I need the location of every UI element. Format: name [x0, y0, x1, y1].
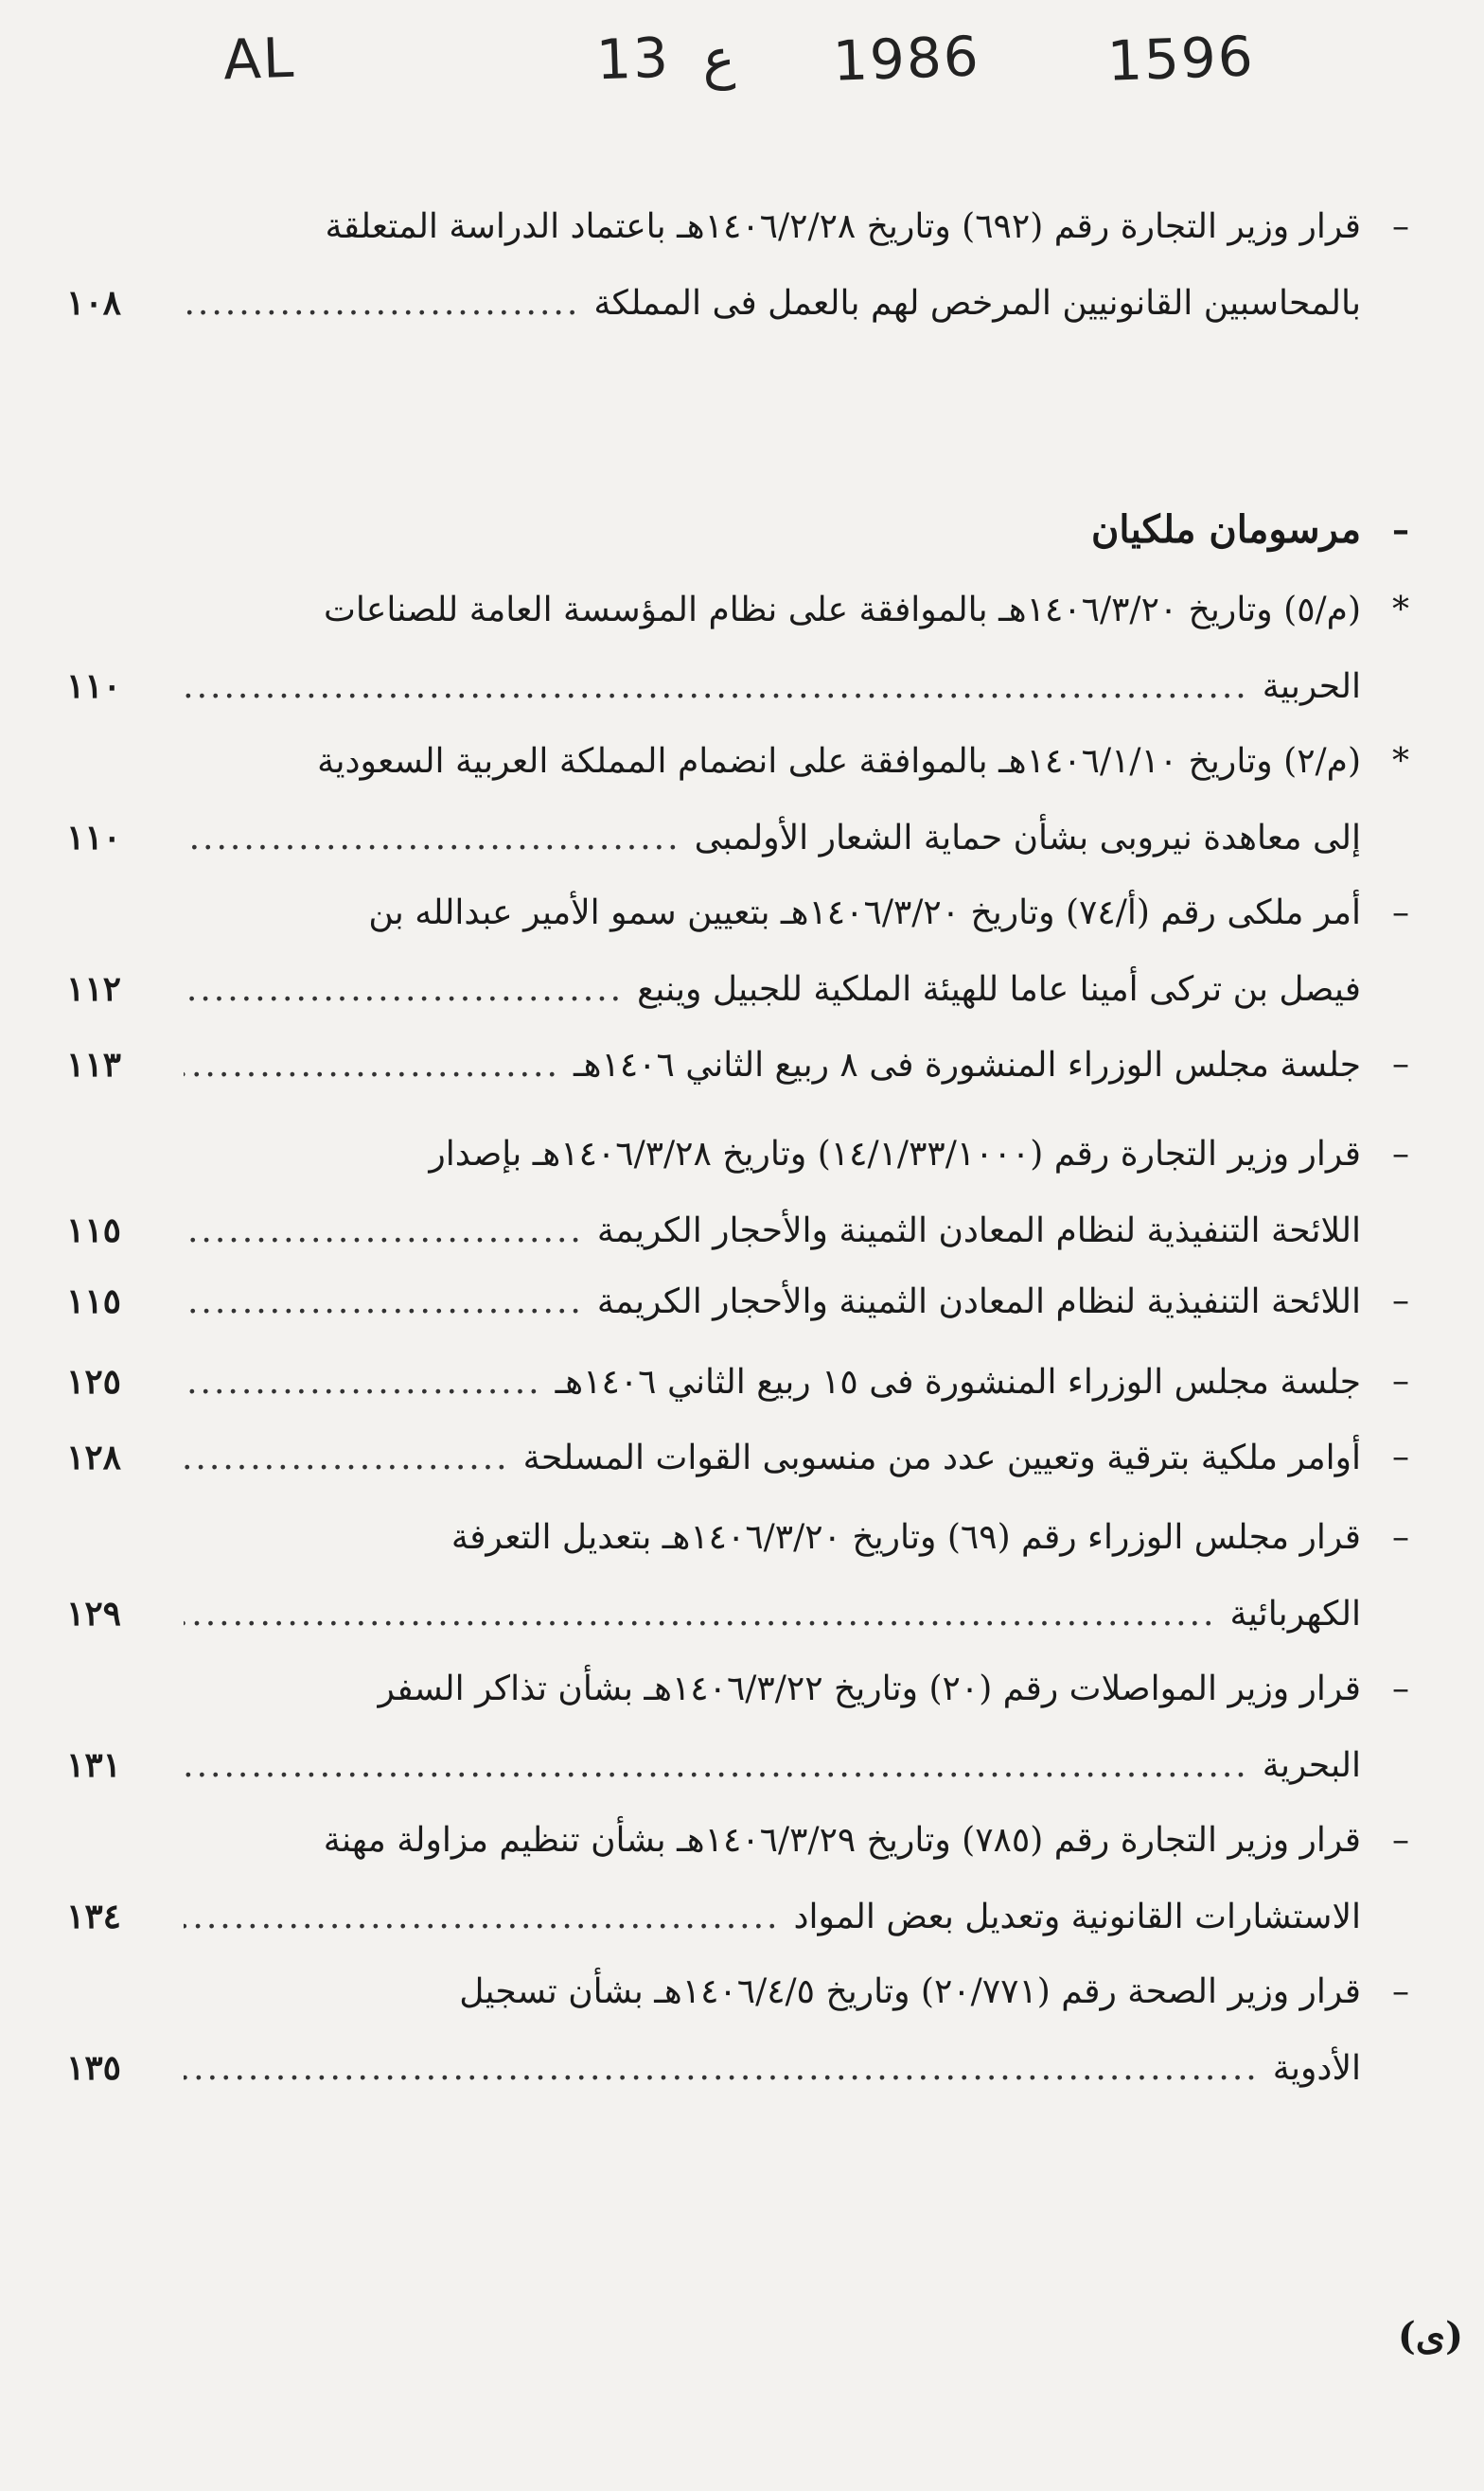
- toc-entry: [66, 1420, 1409, 1496]
- handwritten-reference: 1596: [1105, 24, 1256, 94]
- entry-line: قرار وزير التجارة رقم (١٤/١/٣٣/١٠٠٠) وتاريخ ١٤٠٦/٣/٢٨هـ بإصدار: [429, 1135, 1361, 1174]
- toc-entry: [66, 1803, 1409, 1955]
- entry-text: فيصل بن تركى أمينا عاما للهيئة الملكية للجبيل وينبع: [637, 970, 1361, 1009]
- entry-line: قرار وزير التجارة رقم (٧٨٥) وتاريخ ١٤٠٦/٣/٢٩هـ بشأن تنظيم مزاولة مهنة: [323, 1821, 1361, 1860]
- page-number: ١١٢: [66, 969, 122, 1009]
- toc-entry: [66, 1954, 1409, 2107]
- entry-marker: –: [1392, 207, 1409, 246]
- toc-entry: [66, 1344, 1409, 1421]
- page-number: ١٣١: [66, 1745, 122, 1785]
- page-number: ١١٠: [66, 818, 122, 857]
- handwritten-initials: AL: [221, 25, 297, 93]
- toc-entry: [66, 1027, 1409, 1104]
- dot-leader: [184, 801, 681, 876]
- toc-entry: [66, 724, 1409, 876]
- toc-entry: [66, 189, 1409, 342]
- entry-marker: –: [1392, 1135, 1409, 1174]
- page-number: ١٣٤: [66, 1897, 122, 1936]
- dot-leader: [184, 2031, 1260, 2107]
- toc-entry: [66, 1500, 1409, 1652]
- handwritten-number: 13: [594, 25, 671, 93]
- entry-marker: –: [1392, 1045, 1409, 1084]
- entry-text: الاستشارات القانونية وتعديل بعض المواد: [793, 1898, 1361, 1936]
- toc-entry: [66, 573, 1409, 725]
- page-folio: (ى): [1397, 2314, 1463, 2358]
- entry-line: (م/٥) وتاريخ ١٤٠٦/٣/٢٠هـ بالموافقة على نظام المؤسسة العامة للصناعات: [324, 591, 1361, 629]
- page-number: ١١٥: [66, 1210, 122, 1250]
- entry-text: اللائحة التنفيذية لنظام المعادن الثمينة والأحجار الكريمة: [596, 1211, 1361, 1250]
- dot-leader: [184, 1264, 584, 1340]
- dot-leader: [184, 1421, 510, 1496]
- entry-marker: *: [1392, 591, 1409, 629]
- entry-line: قرار مجلس الوزراء رقم (٦٩) وتاريخ ١٤٠٦/٣/٢٠هـ بتعديل التعرفة: [450, 1518, 1361, 1557]
- entry-text: جلسة مجلس الوزراء المنشورة فى ١٥ ربيع الثاني ١٤٠٦هـ: [555, 1363, 1361, 1402]
- page-number: ١١٠: [66, 666, 122, 706]
- entry-marker: –: [1392, 893, 1409, 932]
- page-number: ١٢٩: [66, 1594, 122, 1634]
- page-number: ١٠٨: [66, 283, 122, 323]
- page-number: ١٣٥: [66, 2048, 122, 2088]
- handwritten-year: 1986: [831, 24, 981, 94]
- entry-text: اللائحة التنفيذية لنظام المعادن الثمينة والأحجار الكريمة: [596, 1282, 1361, 1321]
- dot-leader: [184, 649, 1249, 725]
- toc-entry: [66, 1263, 1409, 1340]
- dot-leader: [184, 1577, 1217, 1652]
- entry-text: إلى معاهدة نيروبى بشأن حماية الشعار الأولمبى: [694, 819, 1361, 857]
- entry-text: البحرية: [1262, 1746, 1361, 1785]
- entry-text: الحربية: [1262, 667, 1361, 706]
- entry-marker: –: [1392, 1518, 1409, 1557]
- dot-leader: [184, 1880, 780, 1955]
- page-number: ١١٣: [66, 1045, 122, 1085]
- dot-leader: [184, 1728, 1249, 1804]
- toc-entry: [66, 1117, 1409, 1269]
- entry-line: قرار وزير التجارة رقم (٦٩٢) وتاريخ ١٤٠٦/٢/٢٨هـ باعتماد الدراسة المتعلقة: [325, 207, 1361, 246]
- dot-leader: [184, 1028, 560, 1104]
- entry-marker: –: [1392, 1362, 1409, 1401]
- dot-leader: [184, 1345, 542, 1421]
- section-heading: [1091, 492, 1409, 568]
- entry-line: (م/٢) وتاريخ ١٤٠٦/١/١٠هـ بالموافقة على انضمام المملكة العربية السعودية: [317, 742, 1361, 781]
- entry-text: الأدوية: [1272, 2049, 1361, 2088]
- handwritten-letter: ع: [700, 26, 736, 92]
- entry-text: الكهربائية: [1229, 1595, 1361, 1634]
- entry-marker: –: [1392, 1281, 1409, 1320]
- entry-marker: *: [1392, 742, 1409, 781]
- entry-marker: –: [1392, 1438, 1409, 1476]
- entry-text: جلسة مجلس الوزراء المنشورة فى ٨ ربيع الثاني ١٤٠٦هـ: [573, 1046, 1361, 1085]
- entry-marker: –: [1392, 1972, 1409, 2011]
- page-number: ١١٥: [66, 1281, 122, 1321]
- entry-text: بالمحاسبين القانونيين المرخص لهم بالعمل فى المملكة: [593, 284, 1361, 323]
- heading-marker: –: [1392, 510, 1409, 550]
- entry-line: أمر ملكى رقم (أ/٧٤) وتاريخ ١٤٠٦/٣/٢٠هـ بتعيين سمو الأمير عبدالله بن: [368, 893, 1361, 932]
- page-number: ١٢٨: [66, 1438, 122, 1477]
- dot-leader: [184, 952, 624, 1028]
- section-heading-text: مرسومان ملكيان: [1091, 507, 1361, 552]
- entry-marker: –: [1392, 1670, 1409, 1708]
- toc-entry: [66, 875, 1409, 1028]
- entry-text: أوامر ملكية بترقية وتعيين عدد من منسوبى القوات المسلحة: [522, 1439, 1361, 1477]
- page-number: ١٢٥: [66, 1362, 122, 1402]
- entry-marker: –: [1392, 1821, 1409, 1860]
- toc-entry: [66, 1652, 1409, 1804]
- dot-leader: [184, 266, 580, 342]
- entry-line: قرار وزير المواصلات رقم (٢٠) وتاريخ ١٤٠٦/٣/٢٢هـ بشأن تذاكر السفر: [378, 1670, 1361, 1708]
- entry-line: قرار وزير الصحة رقم (٢٠/٧٧١) وتاريخ ١٤٠٦/٤/٥هـ بشأن تسجيل: [459, 1972, 1361, 2011]
- dot-leader: [184, 1193, 584, 1269]
